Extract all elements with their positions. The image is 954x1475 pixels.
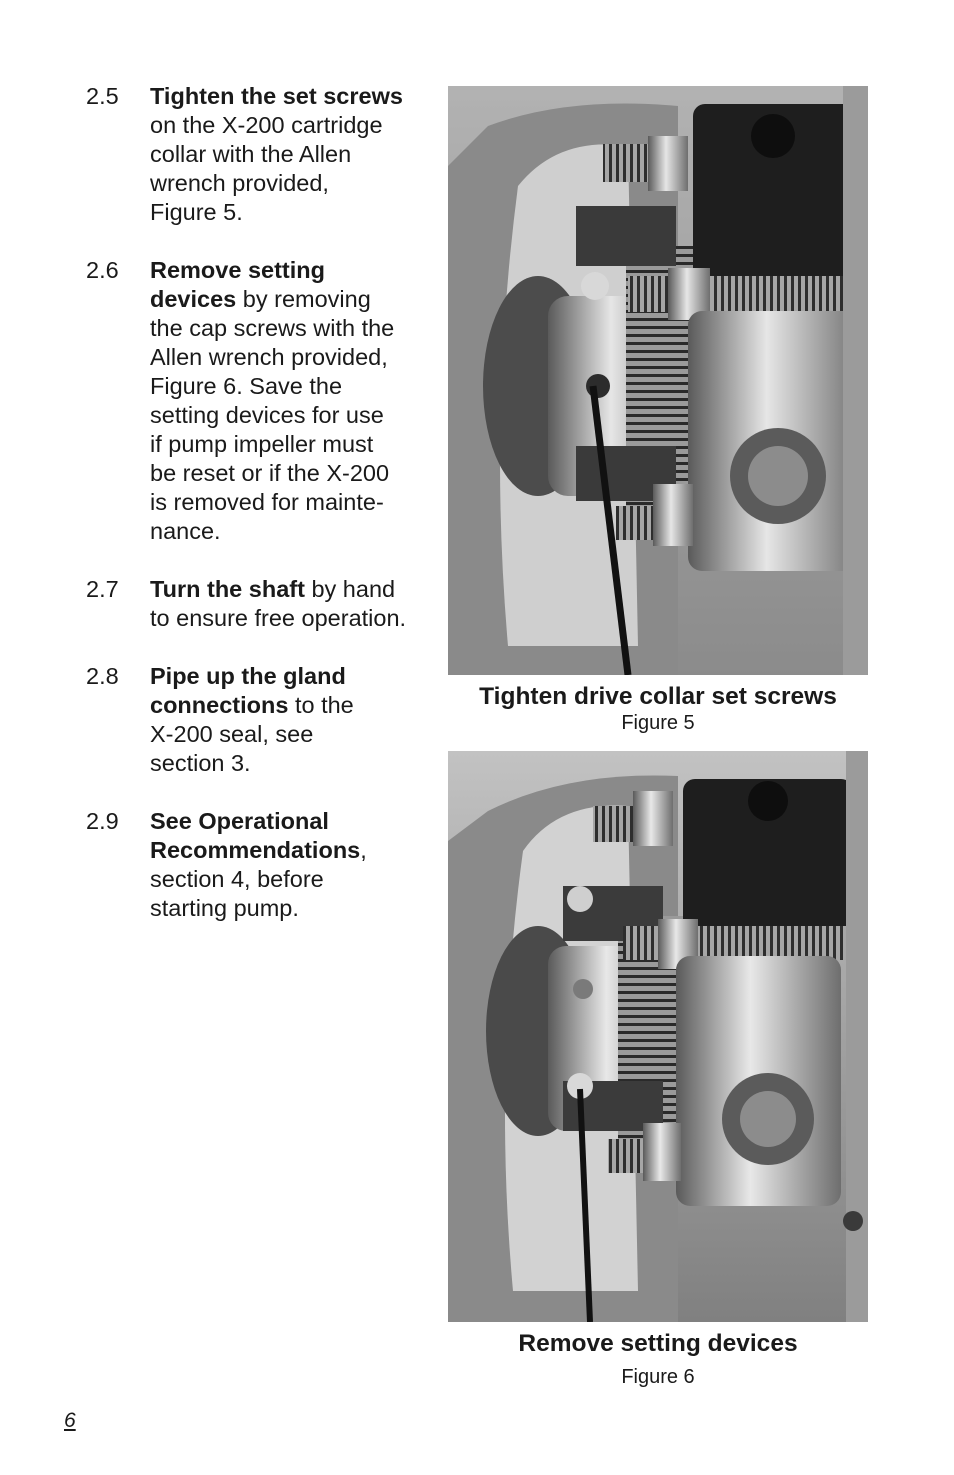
step-body: by removing the cap screws with the Allen wrench provided, Figure 6. Save the setting devices for use if pump impeller must be reset or if the X-200 is removed for mainte- nance. <box>150 286 395 544</box>
step-2-5 <box>86 82 426 227</box>
step-text <box>150 256 426 546</box>
step-number: 2.8 <box>86 663 119 689</box>
step-text <box>150 662 426 778</box>
step-2-9 <box>86 807 426 923</box>
step-heading: Turn the shaft <box>150 576 305 602</box>
figure-label: Figure 6 <box>621 1366 695 1388</box>
figure-5 <box>448 86 868 735</box>
step-heading: Pipe up the gland connections <box>150 663 346 718</box>
step-2-6 <box>86 256 426 546</box>
step-number: 2.6 <box>86 257 119 283</box>
figure-caption: Remove setting devices <box>518 1330 798 1357</box>
step-text <box>150 575 426 633</box>
step-body: by hand to ensure free operation. <box>150 576 407 631</box>
step-body: on the X-200 cartridge collar with the Allen wrench provided, Figure 5. <box>150 112 383 225</box>
instruction-steps <box>86 82 426 952</box>
step-2-7 <box>86 575 426 633</box>
step-heading: Tighten the set screws <box>150 83 403 109</box>
figure-caption: Tighten drive collar set screws <box>479 683 837 710</box>
step-number: 2.9 <box>86 808 119 834</box>
step-text <box>150 82 426 227</box>
photo-illustration <box>448 86 868 675</box>
step-number: 2.7 <box>86 576 119 602</box>
figure-6 <box>448 751 868 1389</box>
figure-label: Figure 5 <box>621 712 695 734</box>
seal-collar-photo <box>448 86 868 675</box>
step-body: to the X-200 seal, see section 3. <box>150 692 354 776</box>
photo-illustration <box>448 751 868 1322</box>
setting-devices-photo <box>448 751 868 1322</box>
step-text <box>150 807 426 923</box>
step-number: 2.5 <box>86 83 119 109</box>
page-number: 6 <box>64 1409 76 1432</box>
step-heading: See Operational Recommendations <box>150 808 361 863</box>
step-2-8 <box>86 662 426 778</box>
step-heading: Remove setting devices <box>150 257 325 312</box>
step-body: , section 4, before starting pump. <box>150 837 367 921</box>
